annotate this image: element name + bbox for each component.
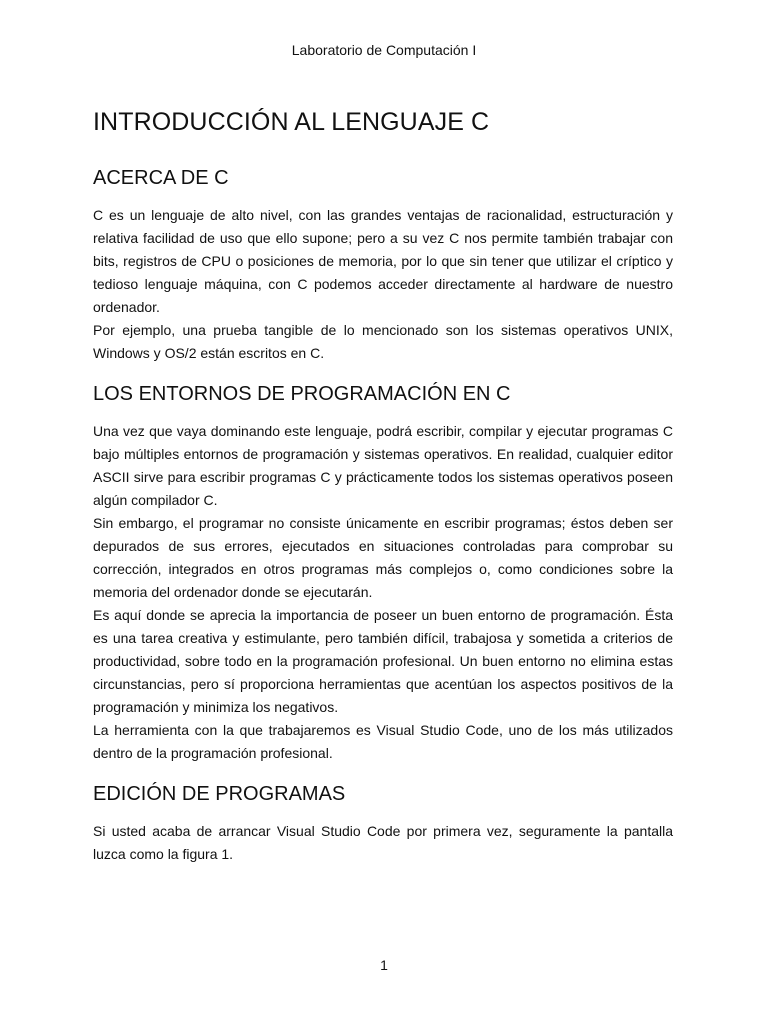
paragraph: Es aquí donde se aprecia la importancia de poseer un buen entorno de programación. Ésta es una tarea creativa y estimulante, pero también difícil, trabajosa y sometida a criterios de productividad, sobre todo en la programación profesional. Un buen entorno no elimina estas circunstancias, pero sí proporciona herramientas que acentúan los aspectos positivos de la programación y minimiza los negativos.: [93, 607, 673, 715]
paragraph: Por ejemplo, una prueba tangible de lo mencionado son los sistemas operativos UNIX, Windows y OS/2 están escritos en C.: [93, 322, 673, 361]
paragraph: Una vez que vaya dominando este lenguaje, podrá escribir, compilar y ejecutar programas C bajo múltiples entornos de programación y sistemas operativos. En realidad, cualquier editor ASCII sirve para escribir programas C y prácticamente todos los sistemas operativos poseen algún compilador C.: [93, 423, 673, 508]
section-acerca-de-c: [93, 167, 673, 365]
paragraph: C es un lenguaje de alto nivel, con las grandes ventajas de racionalidad, estructuración y relativa facilidad de uso que ello supone; pero a su vez C nos permite también trabajar con bits, registros de CPU o posiciones de memoria, por lo que sin tener que utilizar el críptico y tedioso lenguaje máquina, con C podemos acceder directamente al hardware de nuestro ordenador.: [93, 207, 673, 315]
section-edicion-de-programas: [93, 783, 673, 866]
document-title: INTRODUCCIÓN AL LENGUAJE C: [93, 108, 490, 136]
paragraph: La herramienta con la que trabajaremos es Visual Studio Code, uno de los más utilizados dentro de la programación profesional.: [93, 722, 673, 761]
running-header: Laboratorio de Computación I: [291, 42, 477, 58]
paragraph: Si usted acaba de arrancar Visual Studio Code por primera vez, seguramente la pantalla luzca como la figura 1.: [93, 823, 673, 862]
section-entornos-de-programacion: [93, 383, 673, 765]
document-body: [93, 108, 673, 884]
page-number: 1: [380, 957, 388, 973]
paragraph: Sin embargo, el programar no consiste únicamente en escribir programas; éstos deben ser depurados de sus errores, ejecutados en situaciones controladas para comprobar su corrección, integrados en otros programas más complejos o, como condiciones sobre la memoria del ordenador donde se ejecutarán.: [93, 515, 673, 600]
section-heading: ACERCA DE C: [93, 167, 229, 189]
section-heading: EDICIÓN DE PROGRAMAS: [93, 783, 346, 805]
section-heading: LOS ENTORNOS DE PROGRAMACIÓN EN C: [93, 383, 511, 405]
